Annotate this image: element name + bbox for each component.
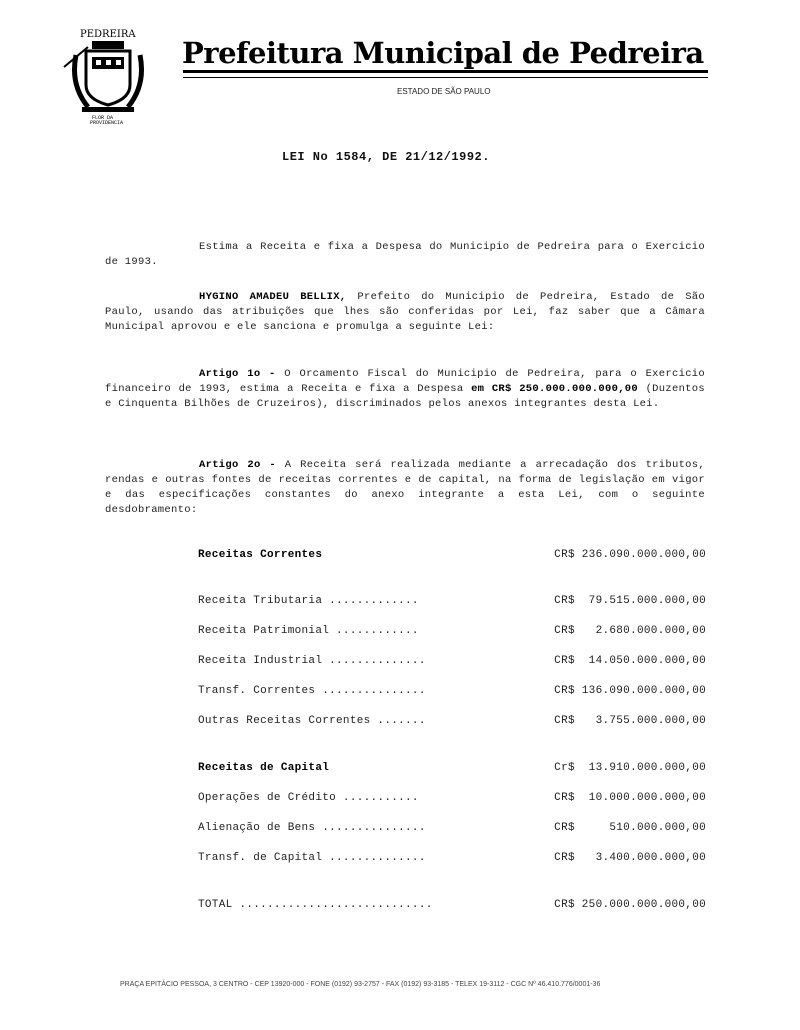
coat-of-arms-logo	[62, 25, 154, 125]
preamble-text: Prefeito do Municipio de Pedreira, Estado de São Paulo, usando das atribuições que lhes são conferidas por Lei, faz saber que a Câmara Municipal aprovou e ele sanciona e promulga a seguinte Lei:	[105, 291, 705, 333]
row-value: CR$ 2.680.000.000,00	[554, 625, 706, 637]
header-rule	[183, 70, 708, 73]
article-2-text: A Receita será realizada mediante a arrecadação dos tributos, rendas e outras fontes de receitas correntes e de capital, na forma de legislação em vigor e das especificações constantes do anexo integrante a esta Lei, com o seguinte desdobramento:	[105, 459, 705, 516]
article-1-paragraph	[105, 367, 705, 412]
row-value: CR$ 14.050.000.000,00	[554, 655, 706, 667]
ementa-paragraph	[105, 240, 705, 270]
table-row	[198, 685, 706, 697]
row-label: Receitas Correntes	[198, 549, 323, 561]
row-label: Receita Patrimonial ............	[198, 625, 419, 637]
row-label: Receita Tributaria .............	[198, 595, 419, 607]
row-label: Transf. de Capital ..............	[198, 852, 426, 864]
table-row	[198, 852, 706, 864]
article-1-amount: em CR$ 250.000.000.000,00	[471, 383, 639, 395]
article-1-text: O Orcamento Fiscal do Municipio de Pedreira, para o Exercicio financeiro de 1993, estima a Receita e fixa a Despesa	[105, 368, 705, 395]
article-1-label: Artigo 1o -	[199, 368, 276, 380]
table-row-header	[198, 549, 706, 561]
table-row	[198, 655, 706, 667]
row-value: CR$ 3.400.000.000,00	[554, 852, 706, 864]
row-label: Transf. Correntes ...............	[198, 685, 426, 697]
footer-address: PRAÇA EPITÁCIO PESSOA, 3 CENTRO - CEP 13920-000 - FONE (0192) 93-2757 - FAX (0192) 93-3185 - TELEX 19-3112 - CGC Nº 46.410.776/0001-36	[120, 981, 601, 988]
row-value: CR$ 3.755.000.000,00	[554, 715, 706, 727]
row-label: Receitas de Capital	[198, 762, 330, 774]
article-1-text-end: (Duzentos e Cinquenta Bilhões de Cruzeiros), discriminados pelos anexos integrantes desta Lei.	[105, 383, 705, 410]
mayor-name: HYGINO AMADEU BELLIX,	[199, 291, 347, 303]
table-row-header	[198, 762, 706, 774]
svg-text:PEDREIRA: PEDREIRA	[80, 29, 136, 40]
ementa-text: Estima a Receita e fixa a Despesa do Municipio de Pedreira para o Exercicio de 1993.	[105, 241, 705, 268]
table-row-total	[198, 899, 706, 911]
row-label: Alienação de Bens ...............	[198, 822, 426, 834]
svg-text:PROVIDENCIA: PROVIDENCIA	[90, 120, 124, 125]
article-2-paragraph	[105, 458, 705, 518]
preamble-paragraph	[105, 290, 705, 335]
row-value: CR$ 79.515.000.000,00	[554, 595, 706, 607]
row-value: CR$ 250.000.000.000,00	[554, 899, 706, 911]
table-row	[198, 625, 706, 637]
row-label: TOTAL ............................	[198, 899, 433, 911]
article-2-label: Artigo 2o -	[199, 459, 276, 471]
table-row	[198, 792, 706, 804]
header-rule-thin	[183, 77, 708, 78]
table-row	[198, 822, 706, 834]
law-title: LEI No 1584, DE 21/12/1992.	[282, 150, 490, 164]
row-value: CR$ 510.000.000,00	[554, 822, 706, 834]
table-row	[198, 715, 706, 727]
row-label: Outras Receitas Correntes .......	[198, 715, 426, 727]
row-value: CR$ 236.090.000.000,00	[554, 549, 706, 561]
svg-text:FLOR DA: FLOR DA	[92, 115, 114, 121]
row-value: Cr$ 13.910.000.000,00	[554, 762, 706, 774]
row-value: CR$ 136.090.000.000,00	[554, 685, 706, 697]
page-header-title: Prefeitura Municipal de Pedreira	[182, 36, 704, 70]
state-subtitle: ESTADO DE SÃO PAULO	[397, 87, 491, 96]
table-row	[198, 595, 706, 607]
row-label: Receita Industrial ..............	[198, 655, 426, 667]
row-label: Operações de Crédito ...........	[198, 792, 419, 804]
row-value: CR$ 10.000.000.000,00	[554, 792, 706, 804]
